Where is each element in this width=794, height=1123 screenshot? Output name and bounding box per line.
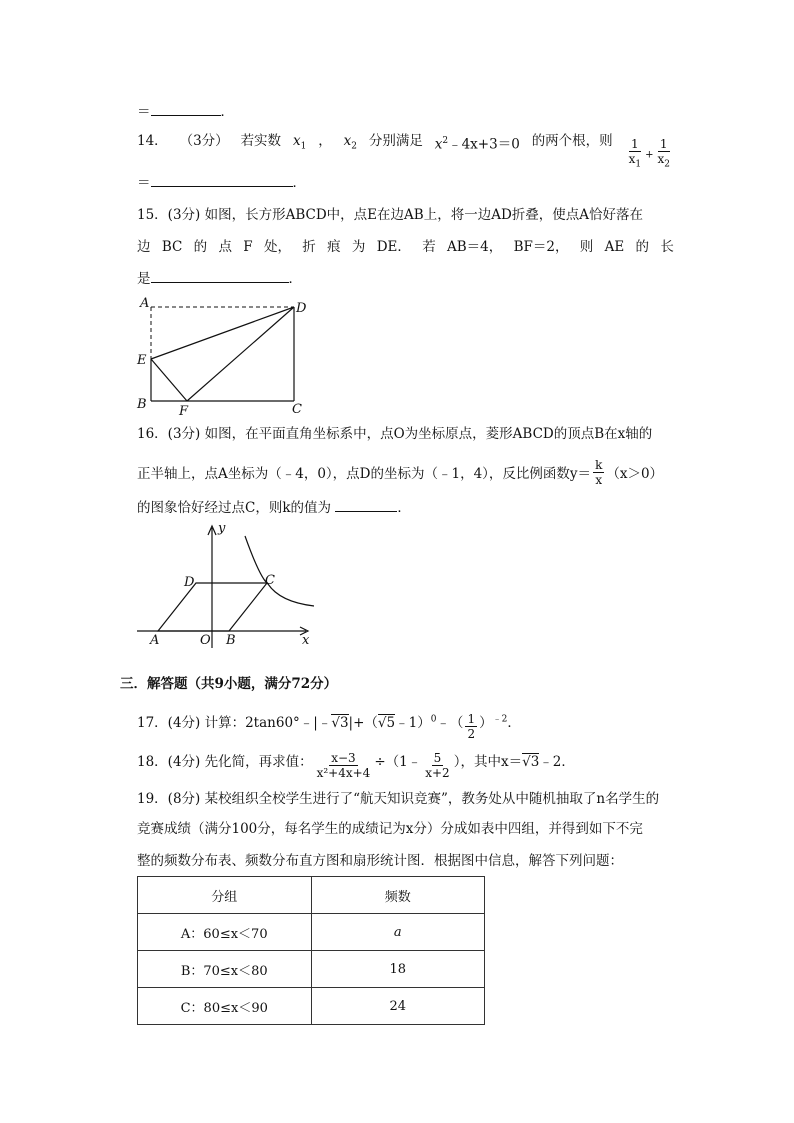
table-row: [138, 914, 485, 951]
table-cell: 24: [311, 988, 485, 1025]
q15-line2-word: 为: [351, 239, 366, 255]
table-cell: C：80≤x＜90: [138, 988, 312, 1025]
q15-line2-word: 则: [579, 239, 594, 255]
fig15-label-d: D: [296, 301, 307, 316]
table-cell: 18: [311, 951, 485, 988]
q17-line: 17．(4分) 计算：2tan60°﹣|﹣√3|+（√5﹣1）$^0$﹣（ $\frac{1}{2}$ ）$^{﹣2}$．: [137, 712, 521, 741]
q15-line2: [137, 238, 674, 256]
q15-line2-word: DE．: [376, 239, 411, 255]
q15-line2-word: F: [243, 239, 253, 255]
q14-x1: $x_1$: [292, 133, 307, 152]
table-cell: B：70≤x＜80: [138, 951, 312, 988]
table-header-cell: 频数: [311, 877, 485, 914]
q15-line2-word: 若: [422, 239, 436, 255]
q14-text3: 的两个根，则: [531, 133, 613, 149]
q18-sqrt3: √3: [522, 754, 540, 770]
q19-frequency-table: [137, 876, 485, 1025]
table-header-cell: 分组: [138, 877, 312, 914]
q15-line2-word: 处，: [263, 239, 291, 255]
q14-line1: 14． （3分） 若实数 $x_1$ ， $x_2$ 分别满足 $x^2﹣4x+3=0$ 的两个根，则 $\frac{1}{x_1}$ + $\frac{1}{x_2}$: [137, 132, 674, 166]
q14-score: （3分）: [179, 133, 229, 149]
q15-blank: [151, 270, 289, 283]
fig15-label-b: B: [137, 397, 147, 412]
table-header-row: [138, 877, 485, 914]
q14-text2: 分别满足: [368, 133, 423, 149]
q15-line2-word: AB＝4，: [447, 239, 503, 255]
q16-line1: 16．(3分) 如图，在平面直角坐标系中，点O为坐标原点，菱形ABCD的顶点B在x轴的: [137, 426, 653, 442]
q14-x2: $x_2$: [343, 133, 357, 152]
q15-line2-word: AE: [604, 239, 625, 255]
q16-line2: 正半轴上，点A坐标为（﹣4，0），点D的坐标为（﹣1，4），反比例函数y＝ $\frac{k}{x}$ （x＞0）: [137, 458, 664, 487]
table-cell: a: [311, 914, 485, 951]
fig16-label-y: y: [218, 521, 226, 536]
q13-answer-line: ＝ ．: [137, 104, 234, 120]
q15-line2-word: 痕: [327, 239, 341, 255]
q13-equals: ＝: [137, 104, 151, 120]
q19-line1: 19．(8分) 某校组织全校学生进行了“航天知识竞赛”，教务处从中随机抽取了n名学生的: [137, 791, 660, 807]
q15-line3: 是 ．: [137, 271, 302, 287]
q15-line2-word: 长: [660, 239, 674, 255]
q14-answer-line: ＝ ．: [137, 175, 306, 191]
q15-figure: [132, 292, 322, 418]
q16-blank: [335, 499, 397, 512]
q19-line3: 整的频数分布表、频数分布直方图和扇形统计图．根据图中信息，解答下列问题：: [137, 853, 623, 869]
q14-fraction-sum: $\frac{1}{x_1}$ + $\frac{1}{x_2}$: [628, 137, 670, 170]
fig15-label-f: F: [179, 404, 189, 418]
fig16-label-o: O: [200, 633, 211, 648]
q15-line2-word: BF＝2，: [513, 239, 569, 255]
q18-line: 18．(4分) 先化简，再求值： $\frac{x-3}{\text{x²+4x+4}}$ ÷（1﹣ $\frac{5}{x+2}$ ），其中x＝√3﹣2．: [137, 751, 575, 780]
fig15-label-a: A: [140, 296, 150, 311]
table-row: [138, 951, 485, 988]
fig15-label-e: E: [137, 353, 147, 368]
q15-line2-word: 的: [635, 239, 650, 255]
fig16-label-b: B: [226, 633, 236, 648]
q14-number: 14．: [137, 133, 168, 149]
q14-equation: $x^2﹣4x+3=0$: [434, 136, 520, 153]
q16-line3: 的图象恰好经过点C，则k的值为 ．: [137, 500, 411, 516]
q14-blank: [151, 174, 293, 187]
q14-text1: 若实数: [240, 133, 282, 149]
q19-line2: 竞赛成绩（满分100分，每名学生的成绩记为x分）分成如表中四组，并得到如下不完: [137, 821, 643, 837]
fig15-label-c: C: [292, 402, 302, 417]
fig16-label-x: x: [302, 633, 310, 648]
q15-line2-word: 折: [302, 239, 316, 255]
q16-figure: [132, 520, 322, 652]
q17-sqrt5: √5: [377, 715, 396, 731]
section-3-heading: 三．解答题（共9小题，满分72分）: [120, 676, 338, 692]
q17-sqrt3: √3: [331, 715, 349, 731]
q15-line1: 15．(3分) 如图，长方形ABCD中，点E在边AB上，将一边AD折叠，使点A恰好落在: [137, 207, 644, 223]
q15-line2-word: 点: [218, 239, 232, 255]
q13-blank: [151, 103, 221, 116]
q15-line2-word: 的: [193, 239, 208, 255]
fig16-label-c: C: [265, 573, 275, 588]
table-row: [138, 988, 485, 1025]
fig16-label-d: D: [184, 575, 195, 590]
fig16-label-a: A: [150, 633, 160, 648]
table-cell: A：60≤x＜70: [138, 914, 312, 951]
q15-line2-word: BC: [161, 239, 183, 255]
q15-line2-word: 边: [137, 239, 151, 255]
